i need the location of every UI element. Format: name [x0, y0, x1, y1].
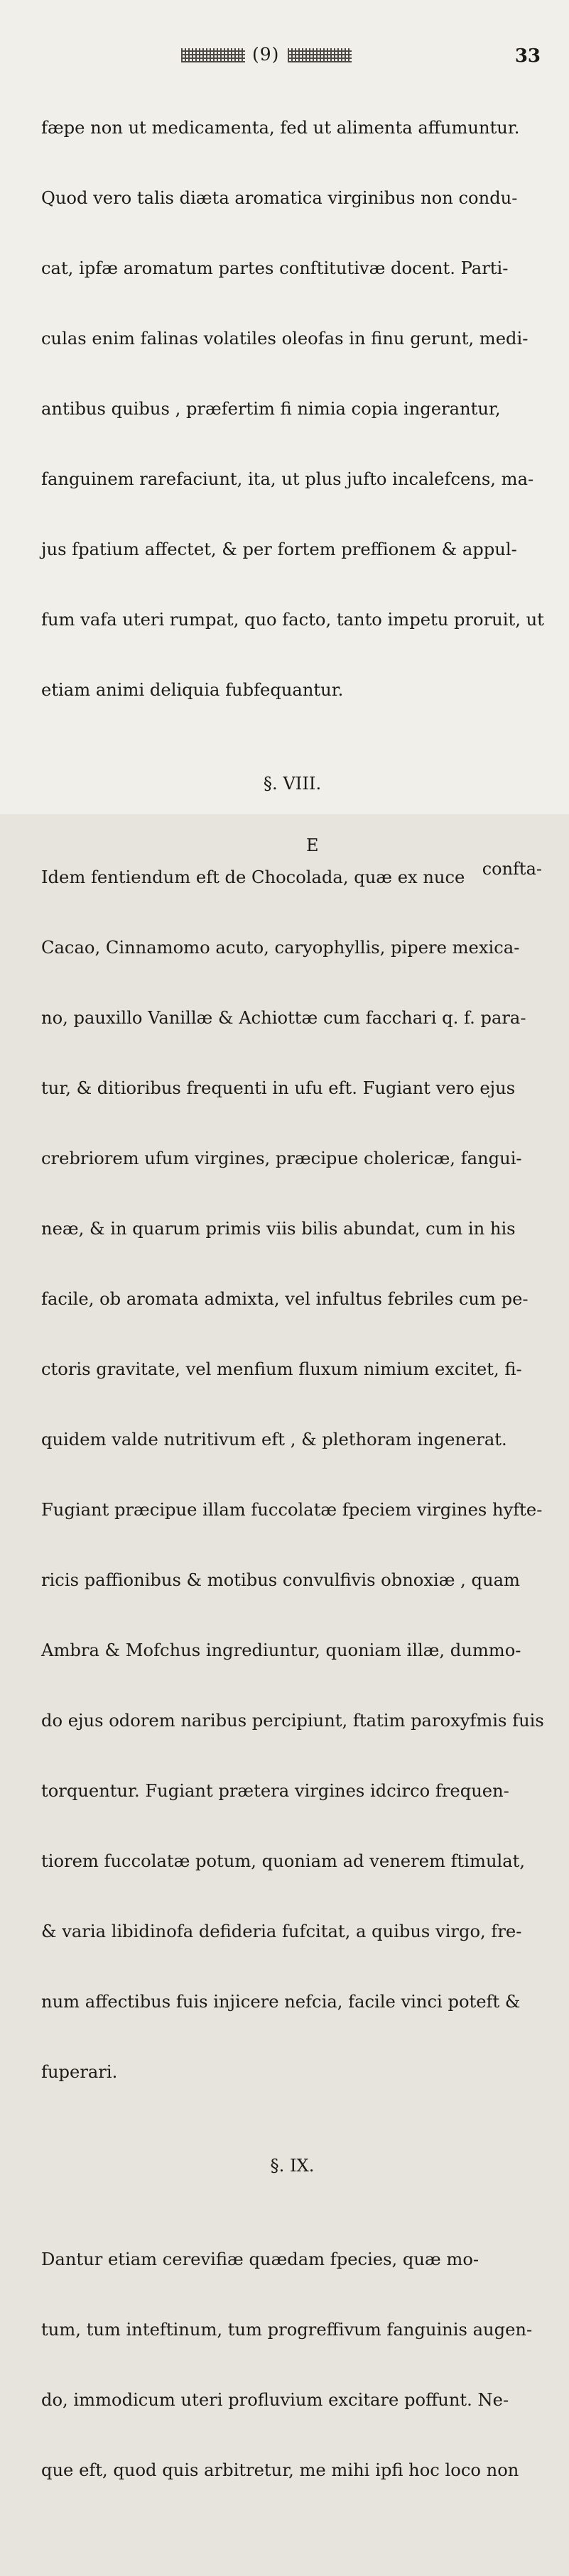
text-line: fuperari.	[41, 2062, 118, 2082]
decorative-ornament-left	[181, 48, 245, 62]
page-header	[36, 44, 541, 65]
text-line: fanguinem rarefaciunt, ita, ut plus jufto incalefcens, ma-	[41, 469, 534, 489]
text-line: crebriorem ufum virgines, præcipue cholericæ, fangui-	[41, 1149, 522, 1168]
text-line: Dantur etiam cerevifiæ quædam fpecies, quæ mo-	[41, 2249, 479, 2269]
section-heading-ix: §. IX.	[270, 2156, 315, 2176]
signature-mark: (9)	[252, 44, 280, 65]
text-line: Idem fentiendum eft de Chocolada, quæ ex nuce	[41, 867, 465, 887]
text-line: que eft, quod quis arbitretur, me mihi ipfi hoc loco non	[41, 2460, 519, 2480]
page-number: 33	[514, 45, 541, 67]
text-line: Fugiant præcipue illam fuccolatæ fpeciem virgines hyfte-	[41, 1500, 543, 1520]
text-line: Cacao, Cinnamomo acuto, caryophyllis, pipere mexica-	[41, 938, 520, 958]
text-line: & varia libidinofa defideria fufcitat, a quibus virgo, fre-	[41, 1922, 522, 1941]
text-line: facile, ob aromata admixta, vel infultus febriles cum pe-	[41, 1289, 529, 1309]
text-line: Ambra & Mofchus ingrediuntur, quoniam illæ, dummo-	[41, 1640, 521, 1660]
text-line: culas enim falinas volatiles oleofas in finu gerunt, medi-	[41, 329, 529, 349]
text-line: ctoris gravitate, vel menfium fluxum nimium excitet, fi-	[41, 1359, 522, 1379]
text-line: fæpe non ut medicamenta, fed ut alimenta affumuntur.	[41, 118, 520, 138]
text-line: etiam animi deliquia fubfequantur.	[41, 680, 344, 700]
text-line: Quod vero talis diæta aromatica virginibus non condu-	[41, 188, 518, 208]
text-line: num affectibus fuis injicere nefcia, facile vinci poteft &	[41, 1992, 521, 2012]
text-line: jus fpatium affectet, & per fortem preffionem & appul-	[41, 539, 517, 559]
main-text	[41, 70, 542, 2576]
text-line: tum, tum inteftinum, tum progreffivum fanguinis augen-	[41, 2320, 533, 2340]
text-line: do ejus odorem naribus percipiunt, ftatim paroxyfmis fuis	[41, 1711, 544, 1731]
text-line: antibus quibus , præfertim fi nimia copia ingerantur,	[41, 399, 501, 419]
text-line: no, pauxillo Vanillæ & Achiottæ cum facchari q. f. para-	[41, 1008, 526, 1028]
text-line: do, immodicum uteri profluvium excitare poffunt. Ne-	[41, 2390, 509, 2410]
text-line: tiorem fuccolatæ potum, quoniam ad venerem ftimulat,	[41, 1851, 526, 1871]
decorative-ornament-right	[288, 48, 352, 62]
text-line: neæ, & in quarum primis viis bilis abundat, cum in his	[41, 1219, 516, 1239]
text-line: fum vafa uteri rumpat, quo facto, tanto impetu proruit, ut	[41, 610, 544, 630]
text-line: tur, & ditioribus frequenti in ufu eft. Fugiant vero ejus	[41, 1078, 516, 1098]
text-line: cat, ipfæ aromatum partes conftitutivæ docent. Parti-	[41, 258, 509, 278]
text-line: ricis paffionibus & motibus convulfivis obnoxiæ , quam	[41, 1570, 520, 1590]
text-line: torquentur. Fugiant prætera virgines idcirco frequen-	[41, 1781, 509, 1801]
section-heading-viii: §. VIII.	[263, 774, 322, 794]
catchword: confta-	[482, 859, 542, 879]
signature-letter: E	[306, 835, 319, 855]
text-line: quidem valde nutritivum eft , & plethoram ingenerat.	[41, 1430, 507, 1449]
